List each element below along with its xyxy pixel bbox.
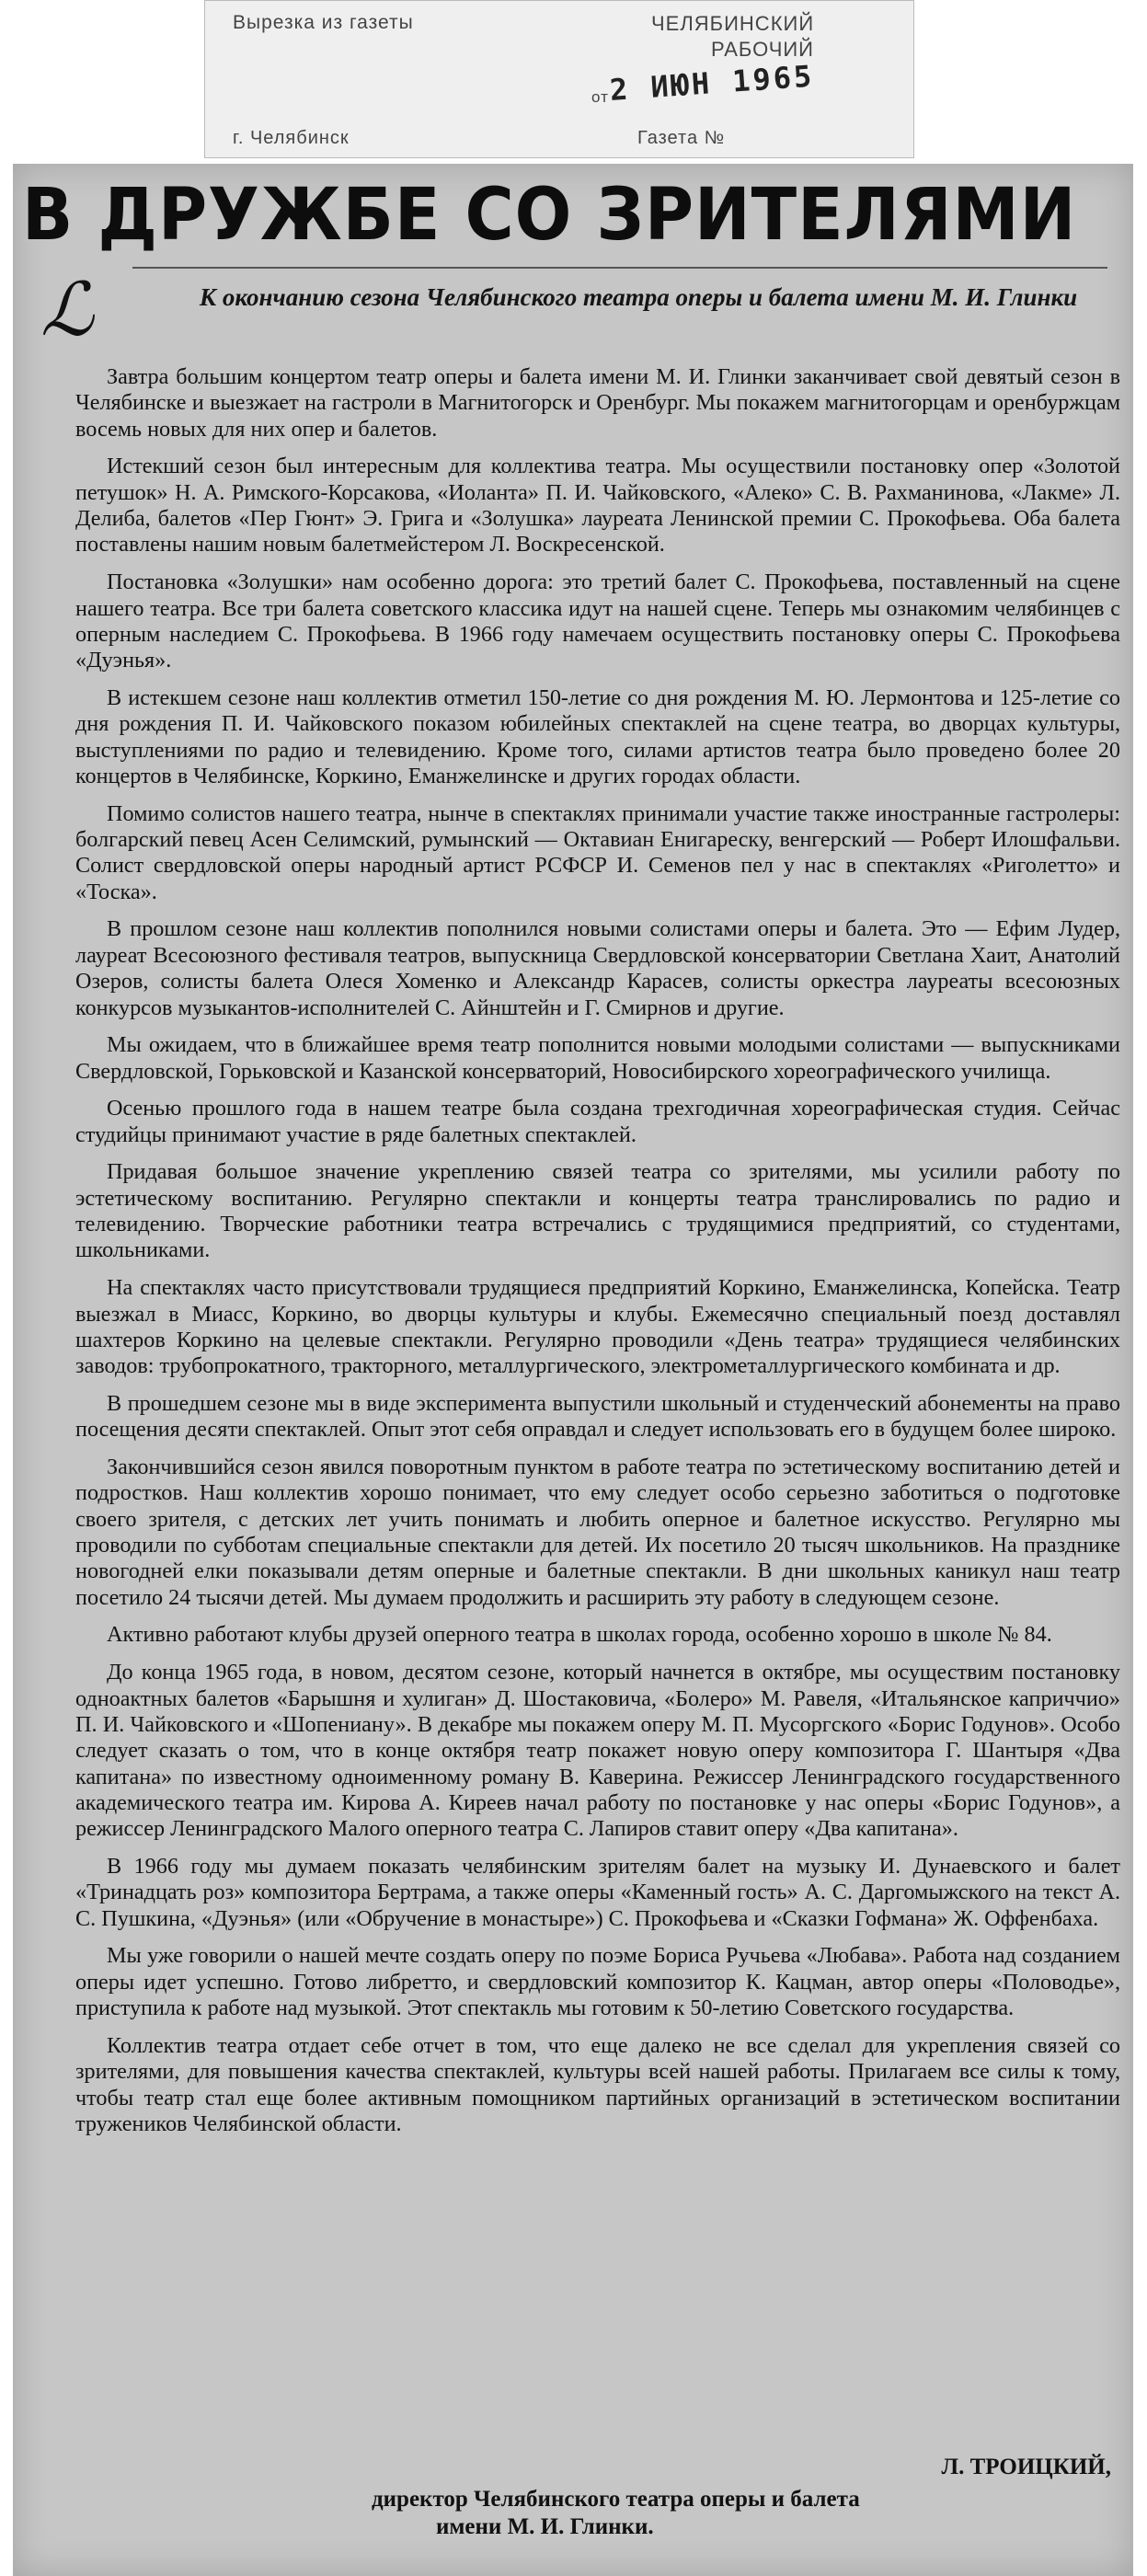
paragraph: До конца 1965 года, в новом, десятом сезоне, который начнется в октябре, мы осуществим постановку одноактных балетов «Барышня и хулиган» Д. Шостаковича, «Болеро» М. Равеля, «Итальянское каприччио» П. И. Чайковского и «Шопениану». В декабре мы покажем оперу М. П. Мусоргского «Борис Годунов». Особо следует сказать о том, что в конце октября театр покажет новую оперу композитора Г. Шантыря «Два капитана» по известному одноименному роману В. Каверина. Режиссер Ленинградского государственного академического театра им. Кирова А. Киреев начал работу по постановке у нас оперы «Борис Годунов», а режиссер Ленинградского Малого оперного театра С. Лапиров ставит оперу «Два капитана». (75, 1660, 1120, 1842)
article-title: В ДРУЖБЕ СО ЗРИТЕЛЯМИ (22, 174, 1077, 257)
paragraph: Придавая большое значение укреплению связей театра со зрителями, мы усилили работу по эстетическому воспитанию. Регулярно спектакли и концерты театра транслировались по радио и телевидению. Творческие работники театра встречались с трудящимися предприятий, со студентами, школьниками. (75, 1159, 1120, 1263)
city-label: г. Челябинск (233, 128, 350, 148)
article-body (75, 364, 1120, 2149)
paragraph: В 1966 году мы думаем показать челябинским зрителям балет на музыку И. Дунаевского и балет «Тринадцать роз» композитора Бертрама, а также оперы «Каменный гость» А. С. Даргомыжского на текст А. С. Пушкина, «Дуэнья» (или «Обручение в монастыре») С. Прокофьева и «Сказки Гофмана» Ж. Оффенбаха. (75, 1854, 1120, 1931)
paragraph: Мы уже говорили о нашей мечте создать оперу по поэме Бориса Ручьева «Любава». Работа над созданием оперы идет успешно. Готово либретто, и свердловский композитор К. Кацман, автор оперы «Половодье», приступила к работе над музыкой. Этот спектакль мы готовим к 50-летию Советского государства. (75, 1943, 1120, 2021)
title-divider (132, 267, 1107, 269)
cut-from-label: Вырезка из газеты (233, 12, 414, 33)
author-name: Л. ТРОИЦКИЙ, (941, 2455, 1111, 2479)
article-subtitle: К окончанию сезона Челябинского театра оперы и балета имени М. И. Глинки (199, 283, 1078, 311)
paragraph: В прошедшем сезоне мы в виде эксперимента выпустили школьный и студенческий абонементы на право посещения десяти спектаклей. Опыт этот себя оправдал и следует использовать его в будущем более широко. (75, 1390, 1120, 1443)
paragraph: Закончившийся сезон явился поворотным пунктом в работе театра по эстетическому воспитанию детей и подростков. Наш коллектив хорошо понимает, что ему следует особо серьезно заботиться о подготовке своего зрителя, с детских лет учить понимать и любить оперное и балетное искусство. Регулярно мы проводили по субботам специальные спектакли для детей. Их посетило 20 тысяч школьников. На празднике новогодней елки показывали детям оперные и балетные спектакли. В дни школьных каникул наш театр посетило 24 тысячи детей. Мы думаем продолжить и расширить эту работу в следующем сезоне. (75, 1455, 1120, 1610)
date-stamp: 2 ИЮН 1965 (608, 58, 816, 108)
author-position-line-2: имени М. И. Глинки. (436, 2514, 654, 2539)
paragraph: Осенью прошлого года в нашем театре была создана трехгодичная хореографическая студия. Сейчас студийцы принимают участие в ряде балетных спектаклей. (75, 1096, 1120, 1147)
paper-name-line-2: РАБОЧИЙ (711, 38, 814, 61)
date-from-label: от (591, 88, 609, 106)
author-position-line-1: директор Челябинского театра оперы и балета (372, 2487, 860, 2512)
paragraph: На спектаклях часто присутствовали трудящиеся предприятий Коркино, Еманжелинска, Копейска. Театр выезжал в Миасс, Коркино, во дворцы культуры и клубы. Ежемесячно специальный поезд доставлял шахтеров Коркино на целевые спектакли. Регулярно проводили «День театра» трудящиеся челябинских заводов: трубопрокатного, тракторного, металлургического, электрометаллургического комбината и др. (75, 1275, 1120, 1379)
paragraph: Активно работают клубы друзей оперного театра в школах города, особенно хорошо в школе № 84. (107, 1622, 1052, 1648)
newspaper-clipping (13, 164, 1133, 2576)
paragraph: Мы ожидаем, что в ближайшее время театр пополнится новыми молодыми солистами — выпускниками Свердловской, Горьковской и Казанской консерваторий, Новосибирского хореографического училища. (75, 1032, 1120, 1084)
paragraph: Истекший сезон был интересным для коллектива театра. Мы осуществили постановку опер «Золотой петушок» Н. А. Римского-Корсакова, «Иоланта» П. И. Чайковского, «Алеко» С. В. Рахманинова, «Лакме» Л. Делиба, балетов «Пер Гюнт» Э. Грига и «Золушка» лауреата Ленинской премии С. Прокофьева. Оба балета поставлены нашим новым балетмейстером Л. Воскресенской. (75, 454, 1120, 558)
paragraph: Завтра большим концертом театр оперы и балета имени М. И. Глинки заканчивает свой девятый сезон в Челябинске и выезжает на гастроли в Магнитогорск и Оренбург. Мы покажем магнитогорцам и оренбуржцам восемь новых для них опер и балетов. (75, 364, 1120, 442)
clipping-label (204, 0, 914, 158)
paper-name-line-1: ЧЕЛЯБИНСКИЙ (651, 12, 815, 35)
paragraph: В истекшем сезоне наш коллектив отметил 150-летие со дня рождения М. Ю. Лермонтова и 125-летие со дня рождения П. И. Чайковского показом юбилейных спектаклей на сцене театра, во дворцах культуры, выступлениями по радио и телевидению. Кроме того, силами артистов театра было проведено более 20 концертов в Челябинске, Коркино, Еманжелинске и других городах области. (75, 684, 1120, 788)
paragraph: В прошлом сезоне наш коллектив пополнился новыми солистами оперы и балета. Это — Ефим Лудер, лауреат Всесоюзного фестиваля театров, выпускница Свердловской консерватории Светлана Хаит, Анатолий Озеров, солисты балета Олеся Хоменко и Александр Карасев, солисты оркестра лауреаты всесоюзных конкурсов музыкантов-исполнителей С. Айнштейн и Г. Смирнов и другие. (75, 916, 1120, 1020)
author-position (372, 2486, 1107, 2541)
paragraph: Помимо солистов нашего театра, нынче в спектаклях принимали участие также иностранные гастролеры: болгарский певец Асен Селимский, румынский — Октавиан Енигареску, венгерский — Роберт Илошфальви. Солист свердловской оперы народный артист РСФСР И. Семенов пел у нас в спектаклях «Риголетто» и «Тоска». (75, 800, 1120, 904)
paragraph: Постановка «Золушки» нам особенно дорога: это третий балет С. Прокофьева, поставленный на сцене нашего театра. Все три балета советского классика идут на нашей сцене. Теперь мы ознакомим челябинцев с оперным наследием С. Прокофьева. В 1966 году намечаем осуществить постановку оперы С. Прокофьева «Дуэнья». (75, 569, 1120, 673)
paragraph: Коллектив театра отдает себе отчет в том, что еще далеко не все сделал для укрепления связей со зрителями, для повышения качества спектаклей, культуры всей нашей работы. Прилагаем все силы к тому, чтобы театр стал еще более активным помощником партийных организаций в эстетическом воспитании тружеников Челябинской области. (75, 2032, 1120, 2136)
newspaper-number-label: Газета № (637, 128, 726, 148)
handwritten-mark-icon: ℒ (40, 270, 94, 351)
